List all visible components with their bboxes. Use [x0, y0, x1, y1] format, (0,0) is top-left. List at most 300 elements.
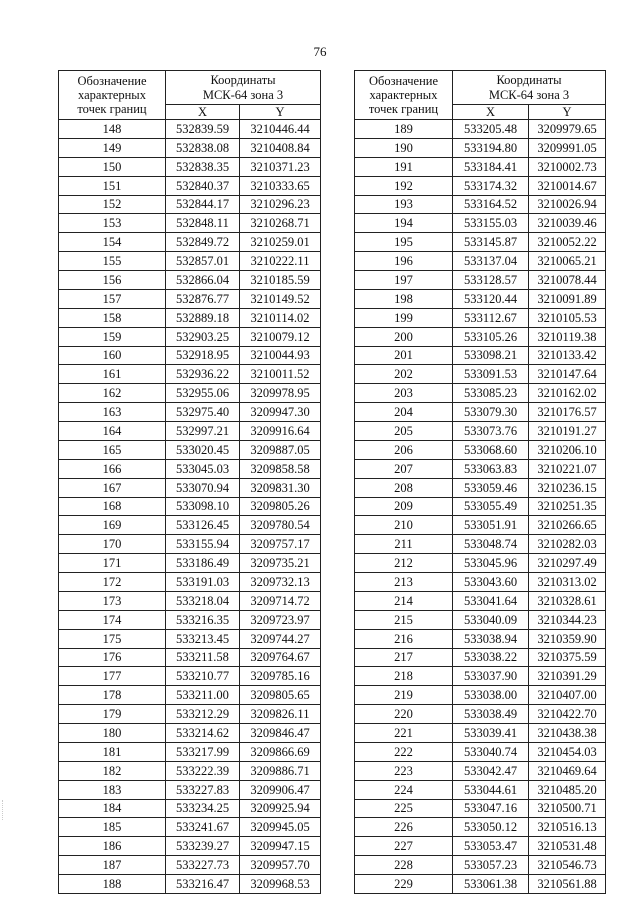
x-coordinate-cell: 533186.49: [166, 554, 240, 573]
table-row: [59, 497, 321, 516]
y-coordinate-cell: 3210391.29: [529, 667, 606, 686]
point-number-cell: 156: [59, 271, 166, 290]
x-coordinate-cell: 533213.45: [166, 629, 240, 648]
table-row: [355, 742, 606, 761]
table-row: [355, 252, 606, 271]
designation-header-line-1: Обозначение: [368, 74, 439, 88]
point-number-cell: 153: [59, 214, 166, 233]
table-row: [59, 516, 321, 535]
x-coordinate-cell: 533164.52: [453, 195, 529, 214]
point-number-cell: 159: [59, 327, 166, 346]
y-coordinate-cell: 3210191.27: [529, 422, 606, 441]
y-coordinate-cell: 3209723.97: [240, 610, 321, 629]
x-coordinate-cell: 533105.26: [453, 327, 529, 346]
table-row: [355, 535, 606, 554]
y-coordinate-cell: 3210091.89: [529, 289, 606, 308]
y-coordinate-cell: 3209846.47: [240, 724, 321, 743]
designation-header-line-2: характерных: [78, 88, 146, 102]
x-coordinate-cell: 532997.21: [166, 422, 240, 441]
table-row: [355, 610, 606, 629]
x-coordinate-cell: 532975.40: [166, 403, 240, 422]
y-coordinate-cell: 3210422.70: [529, 705, 606, 724]
y-coordinate-cell: 3209886.71: [240, 761, 321, 780]
point-number-cell: 181: [59, 742, 166, 761]
table-row: [355, 837, 606, 856]
x-coordinate-cell: 533211.00: [166, 686, 240, 705]
y-coordinate-cell: 3209945.05: [240, 818, 321, 837]
point-number-cell: 222: [355, 742, 453, 761]
x-coordinate-cell: 533214.62: [166, 724, 240, 743]
table-row: [59, 214, 321, 233]
y-coordinate-cell: 3209757.17: [240, 535, 321, 554]
x-coordinate-cell: 532848.11: [166, 214, 240, 233]
x-coordinate-cell: 533218.04: [166, 591, 240, 610]
y-coordinate-cell: 3209764.67: [240, 648, 321, 667]
y-coordinate-cell: 3209916.64: [240, 422, 321, 441]
designation-header-line-3: точек границ: [368, 102, 439, 116]
point-number-cell: 213: [355, 573, 453, 592]
x-coordinate-cell: 533194.80: [453, 138, 529, 157]
x-coordinate-cell: 533205.48: [453, 120, 529, 139]
coordinates-header-line-2: МСК-64 зона 3: [488, 87, 570, 102]
y-coordinate-cell: 3209714.72: [240, 591, 321, 610]
y-coordinate-cell: 3210251.35: [529, 497, 606, 516]
table-row: [59, 591, 321, 610]
point-number-cell: 193: [355, 195, 453, 214]
x-coordinate-cell: 532903.25: [166, 327, 240, 346]
point-number-cell: 202: [355, 365, 453, 384]
x-coordinate-cell: 532889.18: [166, 308, 240, 327]
x-coordinate-cell: 533126.45: [166, 516, 240, 535]
y-coordinate-cell: 3209968.53: [240, 875, 321, 894]
y-coordinate-cell: 3210546.73: [529, 856, 606, 875]
y-coordinate-cell: 3210052.22: [529, 233, 606, 252]
table-row: [355, 308, 606, 327]
point-number-cell: 149: [59, 138, 166, 157]
point-number-cell: 207: [355, 459, 453, 478]
x-coordinate-cell: 533045.03: [166, 459, 240, 478]
y-coordinate-cell: 3210133.42: [529, 346, 606, 365]
y-coordinate-cell: 3209780.54: [240, 516, 321, 535]
x-coordinate-cell: 533227.73: [166, 856, 240, 875]
point-number-cell: 158: [59, 308, 166, 327]
table-row: [355, 120, 606, 139]
x-coordinate-cell: 533038.49: [453, 705, 529, 724]
coordinates-header-line-1: Координаты: [210, 72, 276, 87]
y-coordinate-cell: 3210259.01: [240, 233, 321, 252]
x-coordinate-cell: 533040.09: [453, 610, 529, 629]
point-number-cell: 183: [59, 780, 166, 799]
point-number-cell: 219: [355, 686, 453, 705]
x-coordinate-cell: 533050.12: [453, 818, 529, 837]
x-coordinate-cell: 533038.00: [453, 686, 529, 705]
point-number-cell: 221: [355, 724, 453, 743]
y-coordinate-cell: 3210119.38: [529, 327, 606, 346]
y-coordinate-cell: 3209887.05: [240, 440, 321, 459]
point-number-cell: 206: [355, 440, 453, 459]
point-number-cell: 176: [59, 648, 166, 667]
y-coordinate-cell: 3209785.16: [240, 667, 321, 686]
y-coordinate-cell: 3209831.30: [240, 478, 321, 497]
point-number-cell: 179: [59, 705, 166, 724]
point-number-cell: 229: [355, 875, 453, 894]
table-row: [59, 648, 321, 667]
designation-header: [59, 71, 166, 120]
x-coordinate-cell: 533079.30: [453, 403, 529, 422]
y-column-header: Y: [240, 105, 321, 120]
point-number-cell: 200: [355, 327, 453, 346]
y-coordinate-cell: 3210011.52: [240, 365, 321, 384]
table-row: [355, 138, 606, 157]
table-row: [59, 422, 321, 441]
point-number-cell: 148: [59, 120, 166, 139]
point-number-cell: 195: [355, 233, 453, 252]
point-number-cell: 164: [59, 422, 166, 441]
x-coordinate-cell: 532866.04: [166, 271, 240, 290]
x-coordinate-cell: 533073.76: [453, 422, 529, 441]
table-row: [59, 686, 321, 705]
y-coordinate-cell: 3210407.00: [529, 686, 606, 705]
point-number-cell: 210: [355, 516, 453, 535]
x-coordinate-cell: 533098.21: [453, 346, 529, 365]
x-coordinate-cell: 533120.44: [453, 289, 529, 308]
point-number-cell: 217: [355, 648, 453, 667]
table-row: [59, 629, 321, 648]
x-coordinate-cell: 533091.53: [453, 365, 529, 384]
x-coordinate-cell: 533137.04: [453, 252, 529, 271]
y-coordinate-cell: 3210206.10: [529, 440, 606, 459]
point-number-cell: 167: [59, 478, 166, 497]
y-coordinate-cell: 3209805.65: [240, 686, 321, 705]
y-coordinate-cell: 3210149.52: [240, 289, 321, 308]
table-row: [59, 856, 321, 875]
point-number-cell: 172: [59, 573, 166, 592]
x-coordinate-cell: 533039.41: [453, 724, 529, 743]
coordinates-header: [166, 71, 321, 105]
point-number-cell: 177: [59, 667, 166, 686]
point-number-cell: 173: [59, 591, 166, 610]
y-coordinate-cell: 3210221.07: [529, 459, 606, 478]
x-coordinate-cell: 533038.94: [453, 629, 529, 648]
table-row: [355, 573, 606, 592]
y-coordinate-cell: 3210039.46: [529, 214, 606, 233]
y-coordinate-cell: 3210297.49: [529, 554, 606, 573]
x-coordinate-cell: 533040.74: [453, 742, 529, 761]
x-coordinate-cell: 533043.60: [453, 573, 529, 592]
y-coordinate-cell: 3209957.70: [240, 856, 321, 875]
table-row: [355, 346, 606, 365]
table-row: [355, 459, 606, 478]
page-number: 76: [313, 44, 327, 59]
point-number-cell: 178: [59, 686, 166, 705]
x-coordinate-cell: 533048.74: [453, 535, 529, 554]
x-coordinate-cell: 533047.16: [453, 799, 529, 818]
x-coordinate-cell: 533063.83: [453, 459, 529, 478]
designation-header-line-3: точек границ: [77, 102, 147, 116]
x-coordinate-cell: 532840.37: [166, 176, 240, 195]
table-row: [355, 875, 606, 894]
y-coordinate-cell: 3210516.13: [529, 818, 606, 837]
table-row: [59, 195, 321, 214]
point-number-cell: 226: [355, 818, 453, 837]
x-coordinate-cell: 533055.49: [453, 497, 529, 516]
table-row: [355, 648, 606, 667]
point-number-cell: 180: [59, 724, 166, 743]
x-coordinate-cell: 533174.32: [453, 176, 529, 195]
point-number-cell: 162: [59, 384, 166, 403]
table-row: [59, 742, 321, 761]
table-row: [355, 686, 606, 705]
table-row: [355, 214, 606, 233]
y-coordinate-cell: 3210114.02: [240, 308, 321, 327]
y-coordinate-cell: 3210438.38: [529, 724, 606, 743]
point-number-cell: 188: [59, 875, 166, 894]
point-number-cell: 211: [355, 535, 453, 554]
y-coordinate-cell: 3210500.71: [529, 799, 606, 818]
coordinates-table-right: [354, 70, 606, 894]
table-row: [355, 799, 606, 818]
point-number-cell: 170: [59, 535, 166, 554]
table-row: [355, 176, 606, 195]
y-column-header: Y: [529, 105, 606, 120]
x-coordinate-cell: 533059.46: [453, 478, 529, 497]
coordinates-table-left: [58, 70, 321, 894]
point-number-cell: 165: [59, 440, 166, 459]
designation-header: [355, 71, 453, 120]
table-row: [59, 724, 321, 743]
x-coordinate-cell: 533210.77: [166, 667, 240, 686]
table-row: [355, 271, 606, 290]
table-row: [355, 724, 606, 743]
point-number-cell: 174: [59, 610, 166, 629]
y-coordinate-cell: 3210282.03: [529, 535, 606, 554]
y-coordinate-cell: 3210359.90: [529, 629, 606, 648]
table-row: [59, 440, 321, 459]
table-row: [59, 667, 321, 686]
y-coordinate-cell: 3210485.20: [529, 780, 606, 799]
table-row: [59, 176, 321, 195]
y-coordinate-cell: 3210296.23: [240, 195, 321, 214]
x-coordinate-cell: 533145.87: [453, 233, 529, 252]
x-coordinate-cell: 533037.90: [453, 667, 529, 686]
point-number-cell: 225: [355, 799, 453, 818]
point-number-cell: 166: [59, 459, 166, 478]
y-coordinate-cell: 3210236.15: [529, 478, 606, 497]
point-number-cell: 182: [59, 761, 166, 780]
point-number-cell: 189: [355, 120, 453, 139]
table-row: [355, 818, 606, 837]
y-coordinate-cell: 3210344.23: [529, 610, 606, 629]
point-number-cell: 212: [355, 554, 453, 573]
y-coordinate-cell: 3209906.47: [240, 780, 321, 799]
point-number-cell: 190: [355, 138, 453, 157]
x-coordinate-cell: 533070.94: [166, 478, 240, 497]
table-row: [59, 554, 321, 573]
designation-header-line-1: Обозначение: [77, 74, 147, 88]
table-row: [59, 120, 321, 139]
y-coordinate-cell: 3209979.65: [529, 120, 606, 139]
x-column-header: X: [166, 105, 240, 120]
table-row: [355, 705, 606, 724]
table-row: [355, 384, 606, 403]
table-row: [59, 138, 321, 157]
y-coordinate-cell: 3210162.02: [529, 384, 606, 403]
point-number-cell: 204: [355, 403, 453, 422]
x-coordinate-cell: 533057.23: [453, 856, 529, 875]
x-coordinate-cell: 533222.39: [166, 761, 240, 780]
x-coordinate-cell: 532838.35: [166, 157, 240, 176]
point-number-cell: 196: [355, 252, 453, 271]
x-coordinate-cell: 533216.47: [166, 875, 240, 894]
y-coordinate-cell: 3209947.30: [240, 403, 321, 422]
y-coordinate-cell: 3209925.94: [240, 799, 321, 818]
x-coordinate-cell: 533045.96: [453, 554, 529, 573]
point-number-cell: 187: [59, 856, 166, 875]
table-row: [59, 308, 321, 327]
x-coordinate-cell: 533128.57: [453, 271, 529, 290]
point-number-cell: 192: [355, 176, 453, 195]
y-coordinate-cell: 3210176.57: [529, 403, 606, 422]
y-coordinate-cell: 3209732.13: [240, 573, 321, 592]
table-row: [59, 271, 321, 290]
point-number-cell: 201: [355, 346, 453, 365]
point-number-cell: 151: [59, 176, 166, 195]
point-number-cell: 191: [355, 157, 453, 176]
y-coordinate-cell: 3210268.71: [240, 214, 321, 233]
y-coordinate-cell: 3210531.48: [529, 837, 606, 856]
point-number-cell: 154: [59, 233, 166, 252]
table-row: [59, 799, 321, 818]
point-number-cell: 155: [59, 252, 166, 271]
point-number-cell: 218: [355, 667, 453, 686]
table-row: [59, 289, 321, 308]
x-coordinate-cell: 532849.72: [166, 233, 240, 252]
x-coordinate-cell: 533044.61: [453, 780, 529, 799]
y-coordinate-cell: 3210014.67: [529, 176, 606, 195]
point-number-cell: 215: [355, 610, 453, 629]
table-row: [355, 478, 606, 497]
point-number-cell: 168: [59, 497, 166, 516]
designation-header-line-2: характерных: [369, 88, 438, 102]
table-row: [59, 403, 321, 422]
table-row: [355, 289, 606, 308]
y-coordinate-cell: 3210454.03: [529, 742, 606, 761]
point-number-cell: 214: [355, 591, 453, 610]
table-row: [355, 780, 606, 799]
y-coordinate-cell: 3210328.61: [529, 591, 606, 610]
x-coordinate-cell: 533068.60: [453, 440, 529, 459]
x-coordinate-cell: 533217.99: [166, 742, 240, 761]
table-row: [355, 497, 606, 516]
y-coordinate-cell: 3210469.64: [529, 761, 606, 780]
x-coordinate-cell: 533191.03: [166, 573, 240, 592]
table-row: [355, 327, 606, 346]
x-coordinate-cell: 533061.38: [453, 875, 529, 894]
point-number-cell: 157: [59, 289, 166, 308]
point-number-cell: 209: [355, 497, 453, 516]
point-number-cell: 194: [355, 214, 453, 233]
point-number-cell: 185: [59, 818, 166, 837]
point-number-cell: 197: [355, 271, 453, 290]
table-row: [59, 705, 321, 724]
table-row: [355, 554, 606, 573]
point-number-cell: 161: [59, 365, 166, 384]
x-coordinate-cell: 533098.10: [166, 497, 240, 516]
x-coordinate-cell: 533038.22: [453, 648, 529, 667]
y-coordinate-cell: 3209735.21: [240, 554, 321, 573]
x-coordinate-cell: 532876.77: [166, 289, 240, 308]
y-coordinate-cell: 3210078.44: [529, 271, 606, 290]
coordinates-header-line-1: Координаты: [496, 72, 562, 87]
y-coordinate-cell: 3209866.69: [240, 742, 321, 761]
point-number-cell: 175: [59, 629, 166, 648]
x-coordinate-cell: 533216.35: [166, 610, 240, 629]
x-coordinate-cell: 532839.59: [166, 120, 240, 139]
point-number-cell: 223: [355, 761, 453, 780]
y-coordinate-cell: 3210375.59: [529, 648, 606, 667]
y-coordinate-cell: 3209858.58: [240, 459, 321, 478]
table-row: [59, 252, 321, 271]
table-row: [59, 875, 321, 894]
y-coordinate-cell: 3210079.12: [240, 327, 321, 346]
point-number-cell: 205: [355, 422, 453, 441]
table-row: [355, 629, 606, 648]
y-coordinate-cell: 3209991.05: [529, 138, 606, 157]
table-row: [355, 233, 606, 252]
y-coordinate-cell: 3210105.53: [529, 308, 606, 327]
x-coordinate-cell: 533020.45: [166, 440, 240, 459]
point-number-cell: 199: [355, 308, 453, 327]
point-number-cell: 203: [355, 384, 453, 403]
table-row: [59, 365, 321, 384]
x-coordinate-cell: 533227.83: [166, 780, 240, 799]
x-coordinate-cell: 533241.67: [166, 818, 240, 837]
point-number-cell: 160: [59, 346, 166, 365]
table-row: [355, 365, 606, 384]
y-coordinate-cell: 3209978.95: [240, 384, 321, 403]
y-coordinate-cell: 3210026.94: [529, 195, 606, 214]
table-row: [355, 440, 606, 459]
table-row: [59, 157, 321, 176]
table-row: [59, 233, 321, 252]
y-coordinate-cell: 3210408.84: [240, 138, 321, 157]
x-coordinate-cell: 533211.58: [166, 648, 240, 667]
y-coordinate-cell: 3210333.65: [240, 176, 321, 195]
point-number-cell: 152: [59, 195, 166, 214]
table-row: [355, 157, 606, 176]
table-row: [59, 610, 321, 629]
table-row: [355, 761, 606, 780]
x-coordinate-cell: 533155.03: [453, 214, 529, 233]
y-coordinate-cell: 3209826.11: [240, 705, 321, 724]
x-column-header: X: [453, 105, 529, 120]
y-coordinate-cell: 3210065.21: [529, 252, 606, 271]
y-coordinate-cell: 3210266.65: [529, 516, 606, 535]
y-coordinate-cell: 3210371.23: [240, 157, 321, 176]
x-coordinate-cell: 533184.41: [453, 157, 529, 176]
y-coordinate-cell: 3210002.73: [529, 157, 606, 176]
table-row: [59, 346, 321, 365]
x-coordinate-cell: 532955.06: [166, 384, 240, 403]
table-row: [355, 591, 606, 610]
y-coordinate-cell: 3210313.02: [529, 573, 606, 592]
x-coordinate-cell: 532857.01: [166, 252, 240, 271]
y-coordinate-cell: 3210561.88: [529, 875, 606, 894]
point-number-cell: 184: [59, 799, 166, 818]
point-number-cell: 186: [59, 837, 166, 856]
x-coordinate-cell: 533051.91: [453, 516, 529, 535]
table-row: [59, 478, 321, 497]
